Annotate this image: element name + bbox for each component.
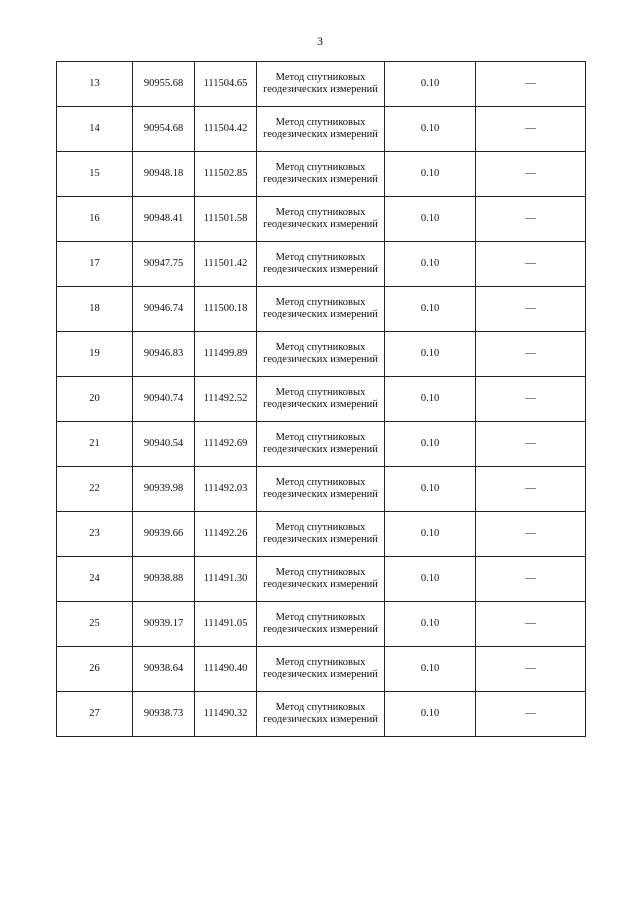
cell-accuracy: 0.10 <box>385 692 476 737</box>
cell-coordinate-x: 90938.88 <box>133 557 195 602</box>
cell-accuracy: 0.10 <box>385 287 476 332</box>
cell-coordinate-y: 111490.32 <box>195 692 257 737</box>
cell-accuracy: 0.10 <box>385 107 476 152</box>
cell-coordinate-y: 111492.03 <box>195 467 257 512</box>
cell-method: Метод спутниковых геодезических измерений <box>257 197 385 242</box>
cell-coordinate-x: 90940.74 <box>133 377 195 422</box>
cell-note: — <box>476 602 586 647</box>
cell-coordinate-x: 90946.74 <box>133 287 195 332</box>
table-row <box>57 62 586 107</box>
cell-point-number: 22 <box>57 467 133 512</box>
table-row <box>57 512 586 557</box>
table-row <box>57 197 586 242</box>
cell-method: Метод спутниковых геодезических измерений <box>257 467 385 512</box>
cell-coordinate-x: 90940.54 <box>133 422 195 467</box>
cell-method: Метод спутниковых геодезических измерений <box>257 422 385 467</box>
cell-accuracy: 0.10 <box>385 377 476 422</box>
cell-accuracy: 0.10 <box>385 647 476 692</box>
cell-method: Метод спутниковых геодезических измерений <box>257 152 385 197</box>
cell-accuracy: 0.10 <box>385 467 476 512</box>
cell-note: — <box>476 242 586 287</box>
cell-point-number: 17 <box>57 242 133 287</box>
cell-accuracy: 0.10 <box>385 332 476 377</box>
cell-coordinate-y: 111492.52 <box>195 377 257 422</box>
cell-coordinate-y: 111492.26 <box>195 512 257 557</box>
cell-method: Метод спутниковых геодезических измерений <box>257 647 385 692</box>
cell-point-number: 19 <box>57 332 133 377</box>
cell-note: — <box>476 692 586 737</box>
cell-coordinate-y: 111491.05 <box>195 602 257 647</box>
cell-point-number: 21 <box>57 422 133 467</box>
table-row <box>57 242 586 287</box>
cell-method: Метод спутниковых геодезических измерений <box>257 107 385 152</box>
cell-coordinate-y: 111500.18 <box>195 287 257 332</box>
cell-method: Метод спутниковых геодезических измерений <box>257 602 385 647</box>
cell-accuracy: 0.10 <box>385 152 476 197</box>
cell-point-number: 20 <box>57 377 133 422</box>
cell-method: Метод спутниковых геодезических измерений <box>257 377 385 422</box>
coordinates-table-body <box>57 62 586 737</box>
cell-note: — <box>476 467 586 512</box>
coordinates-table <box>56 61 586 737</box>
cell-point-number: 14 <box>57 107 133 152</box>
cell-method: Метод спутниковых геодезических измерений <box>257 557 385 602</box>
cell-coordinate-x: 90939.98 <box>133 467 195 512</box>
cell-note: — <box>476 647 586 692</box>
cell-coordinate-x: 90938.64 <box>133 647 195 692</box>
cell-accuracy: 0.10 <box>385 422 476 467</box>
table-row <box>57 377 586 422</box>
table-row <box>57 692 586 737</box>
cell-coordinate-x: 90938.73 <box>133 692 195 737</box>
cell-coordinate-x: 90955.68 <box>133 62 195 107</box>
cell-point-number: 27 <box>57 692 133 737</box>
cell-coordinate-y: 111499.89 <box>195 332 257 377</box>
cell-coordinate-x: 90946.83 <box>133 332 195 377</box>
cell-point-number: 23 <box>57 512 133 557</box>
cell-coordinate-y: 111501.58 <box>195 197 257 242</box>
cell-method: Метод спутниковых геодезических измерений <box>257 332 385 377</box>
table-row <box>57 152 586 197</box>
cell-point-number: 13 <box>57 62 133 107</box>
cell-note: — <box>476 62 586 107</box>
cell-coordinate-x: 90939.17 <box>133 602 195 647</box>
cell-note: — <box>476 512 586 557</box>
cell-method: Метод спутниковых геодезических измерений <box>257 242 385 287</box>
cell-accuracy: 0.10 <box>385 557 476 602</box>
cell-coordinate-x: 90948.18 <box>133 152 195 197</box>
cell-coordinate-x: 90947.75 <box>133 242 195 287</box>
cell-coordinate-y: 111501.42 <box>195 242 257 287</box>
table-row <box>57 647 586 692</box>
cell-coordinate-y: 111491.30 <box>195 557 257 602</box>
cell-coordinate-y: 111492.69 <box>195 422 257 467</box>
cell-method: Метод спутниковых геодезических измерений <box>257 512 385 557</box>
cell-coordinate-y: 111504.42 <box>195 107 257 152</box>
table-row <box>57 107 586 152</box>
cell-accuracy: 0.10 <box>385 512 476 557</box>
cell-note: — <box>476 152 586 197</box>
cell-coordinate-x: 90939.66 <box>133 512 195 557</box>
cell-point-number: 16 <box>57 197 133 242</box>
cell-method: Метод спутниковых геодезических измерений <box>257 692 385 737</box>
cell-method: Метод спутниковых геодезических измерений <box>257 287 385 332</box>
cell-coordinate-x: 90948.41 <box>133 197 195 242</box>
cell-point-number: 24 <box>57 557 133 602</box>
table-row <box>57 287 586 332</box>
cell-point-number: 15 <box>57 152 133 197</box>
cell-coordinate-y: 111504.65 <box>195 62 257 107</box>
cell-point-number: 25 <box>57 602 133 647</box>
cell-note: — <box>476 107 586 152</box>
cell-note: — <box>476 377 586 422</box>
cell-note: — <box>476 197 586 242</box>
cell-note: — <box>476 557 586 602</box>
table-row <box>57 332 586 377</box>
cell-accuracy: 0.10 <box>385 197 476 242</box>
cell-coordinate-x: 90954.68 <box>133 107 195 152</box>
table-row <box>57 422 586 467</box>
cell-method: Метод спутниковых геодезических измерений <box>257 62 385 107</box>
cell-accuracy: 0.10 <box>385 602 476 647</box>
cell-accuracy: 0.10 <box>385 242 476 287</box>
cell-note: — <box>476 332 586 377</box>
table-row <box>57 602 586 647</box>
cell-point-number: 18 <box>57 287 133 332</box>
table-row <box>57 467 586 512</box>
cell-point-number: 26 <box>57 647 133 692</box>
cell-note: — <box>476 422 586 467</box>
cell-note: — <box>476 287 586 332</box>
cell-coordinate-y: 111490.40 <box>195 647 257 692</box>
cell-coordinate-y: 111502.85 <box>195 152 257 197</box>
table-row <box>57 557 586 602</box>
page-number: 3 <box>317 34 323 48</box>
cell-accuracy: 0.10 <box>385 62 476 107</box>
